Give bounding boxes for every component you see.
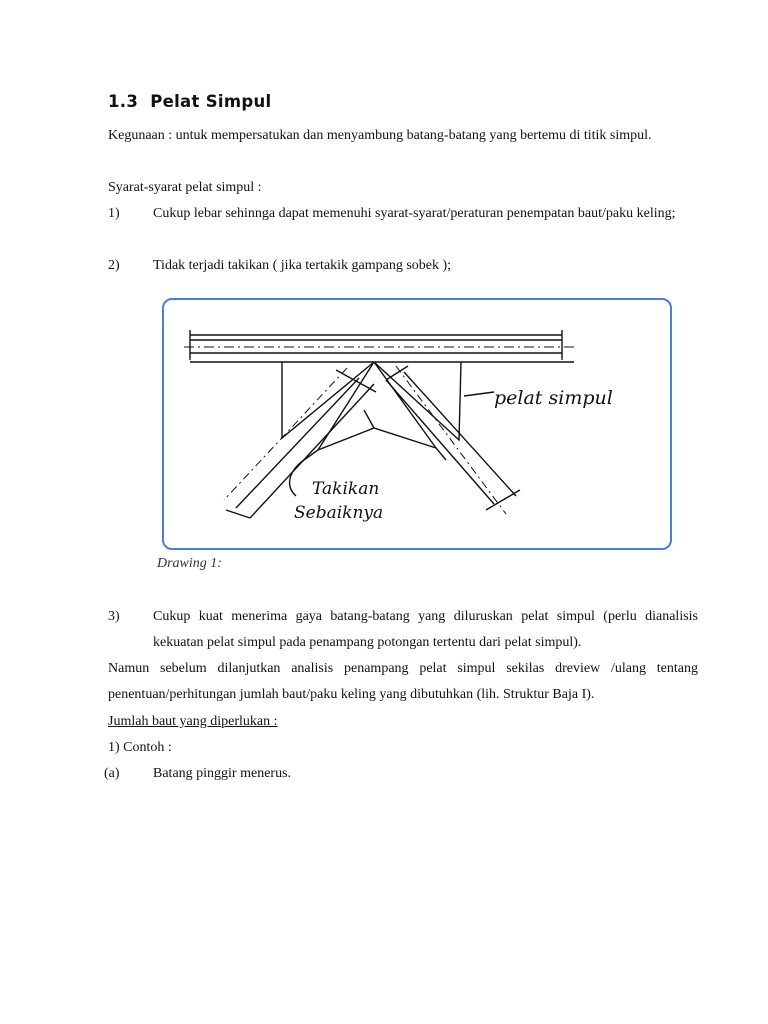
label-sebaiknya: Sebaiknya	[294, 503, 384, 523]
item-text: Batang pinggir menerus.	[153, 766, 292, 781]
takikan-line	[364, 410, 374, 428]
item-number: 3)	[108, 609, 120, 624]
label-leader	[464, 392, 494, 396]
gusset-plate-drawing	[162, 298, 672, 550]
section-heading: 1.3 Pelat Simpul	[108, 92, 272, 111]
paragraph-contoh: 1) Contoh :	[108, 740, 172, 755]
item-number: 1)	[108, 206, 120, 221]
gusset-outline-left	[282, 362, 374, 438]
paragraph-namun: Namun sebelum dilanjutkan analisis penampang pelat simpul sekilas dreview /ulang tentang penentuan/perhitungan jumlah baut/paku keling yang dibutuhkan (lih. Struktur Baja I).	[108, 661, 698, 702]
paragraph-jumlah-baut: Jumlah baut yang diperlukan :	[108, 714, 278, 729]
item-number: 2)	[108, 258, 120, 273]
takikan-arrow	[290, 460, 304, 496]
figure-caption: Drawing 1:	[157, 556, 222, 571]
label-takikan: Takikan	[312, 479, 380, 499]
gusset-outline-right	[374, 362, 461, 440]
takikan-line	[374, 362, 446, 460]
paragraph-kegunaan: Kegunaan : untuk mempersatukan dan menyambung batang-batang yang bertemu di titik simpul.	[108, 128, 652, 143]
item-text: Tidak terjadi takikan ( jika tertakik gampang sobek );	[153, 258, 452, 273]
label-pelat-simpul: pelat simpul	[494, 387, 613, 409]
paragraph-syarat: Syarat-syarat pelat simpul :	[108, 180, 262, 195]
item-text: Cukup lebar sehinnga dapat memenuhi syarat-syarat/peraturan penempatan baut/paku keling;	[153, 206, 676, 221]
right-diagonal-edge	[386, 380, 494, 504]
takikan-line	[318, 428, 436, 450]
left-diagonal-bottom-end	[226, 510, 250, 518]
item-number: (a)	[104, 766, 120, 781]
drawing-sketch	[164, 300, 669, 547]
item-text: Cukup kuat menerima gaya batang-batang yang diluruskan pelat simpul (perlu dianalisis kekuatan pelat simpul pada penampang potongan tertentu dari pelat simpul).	[153, 609, 698, 650]
